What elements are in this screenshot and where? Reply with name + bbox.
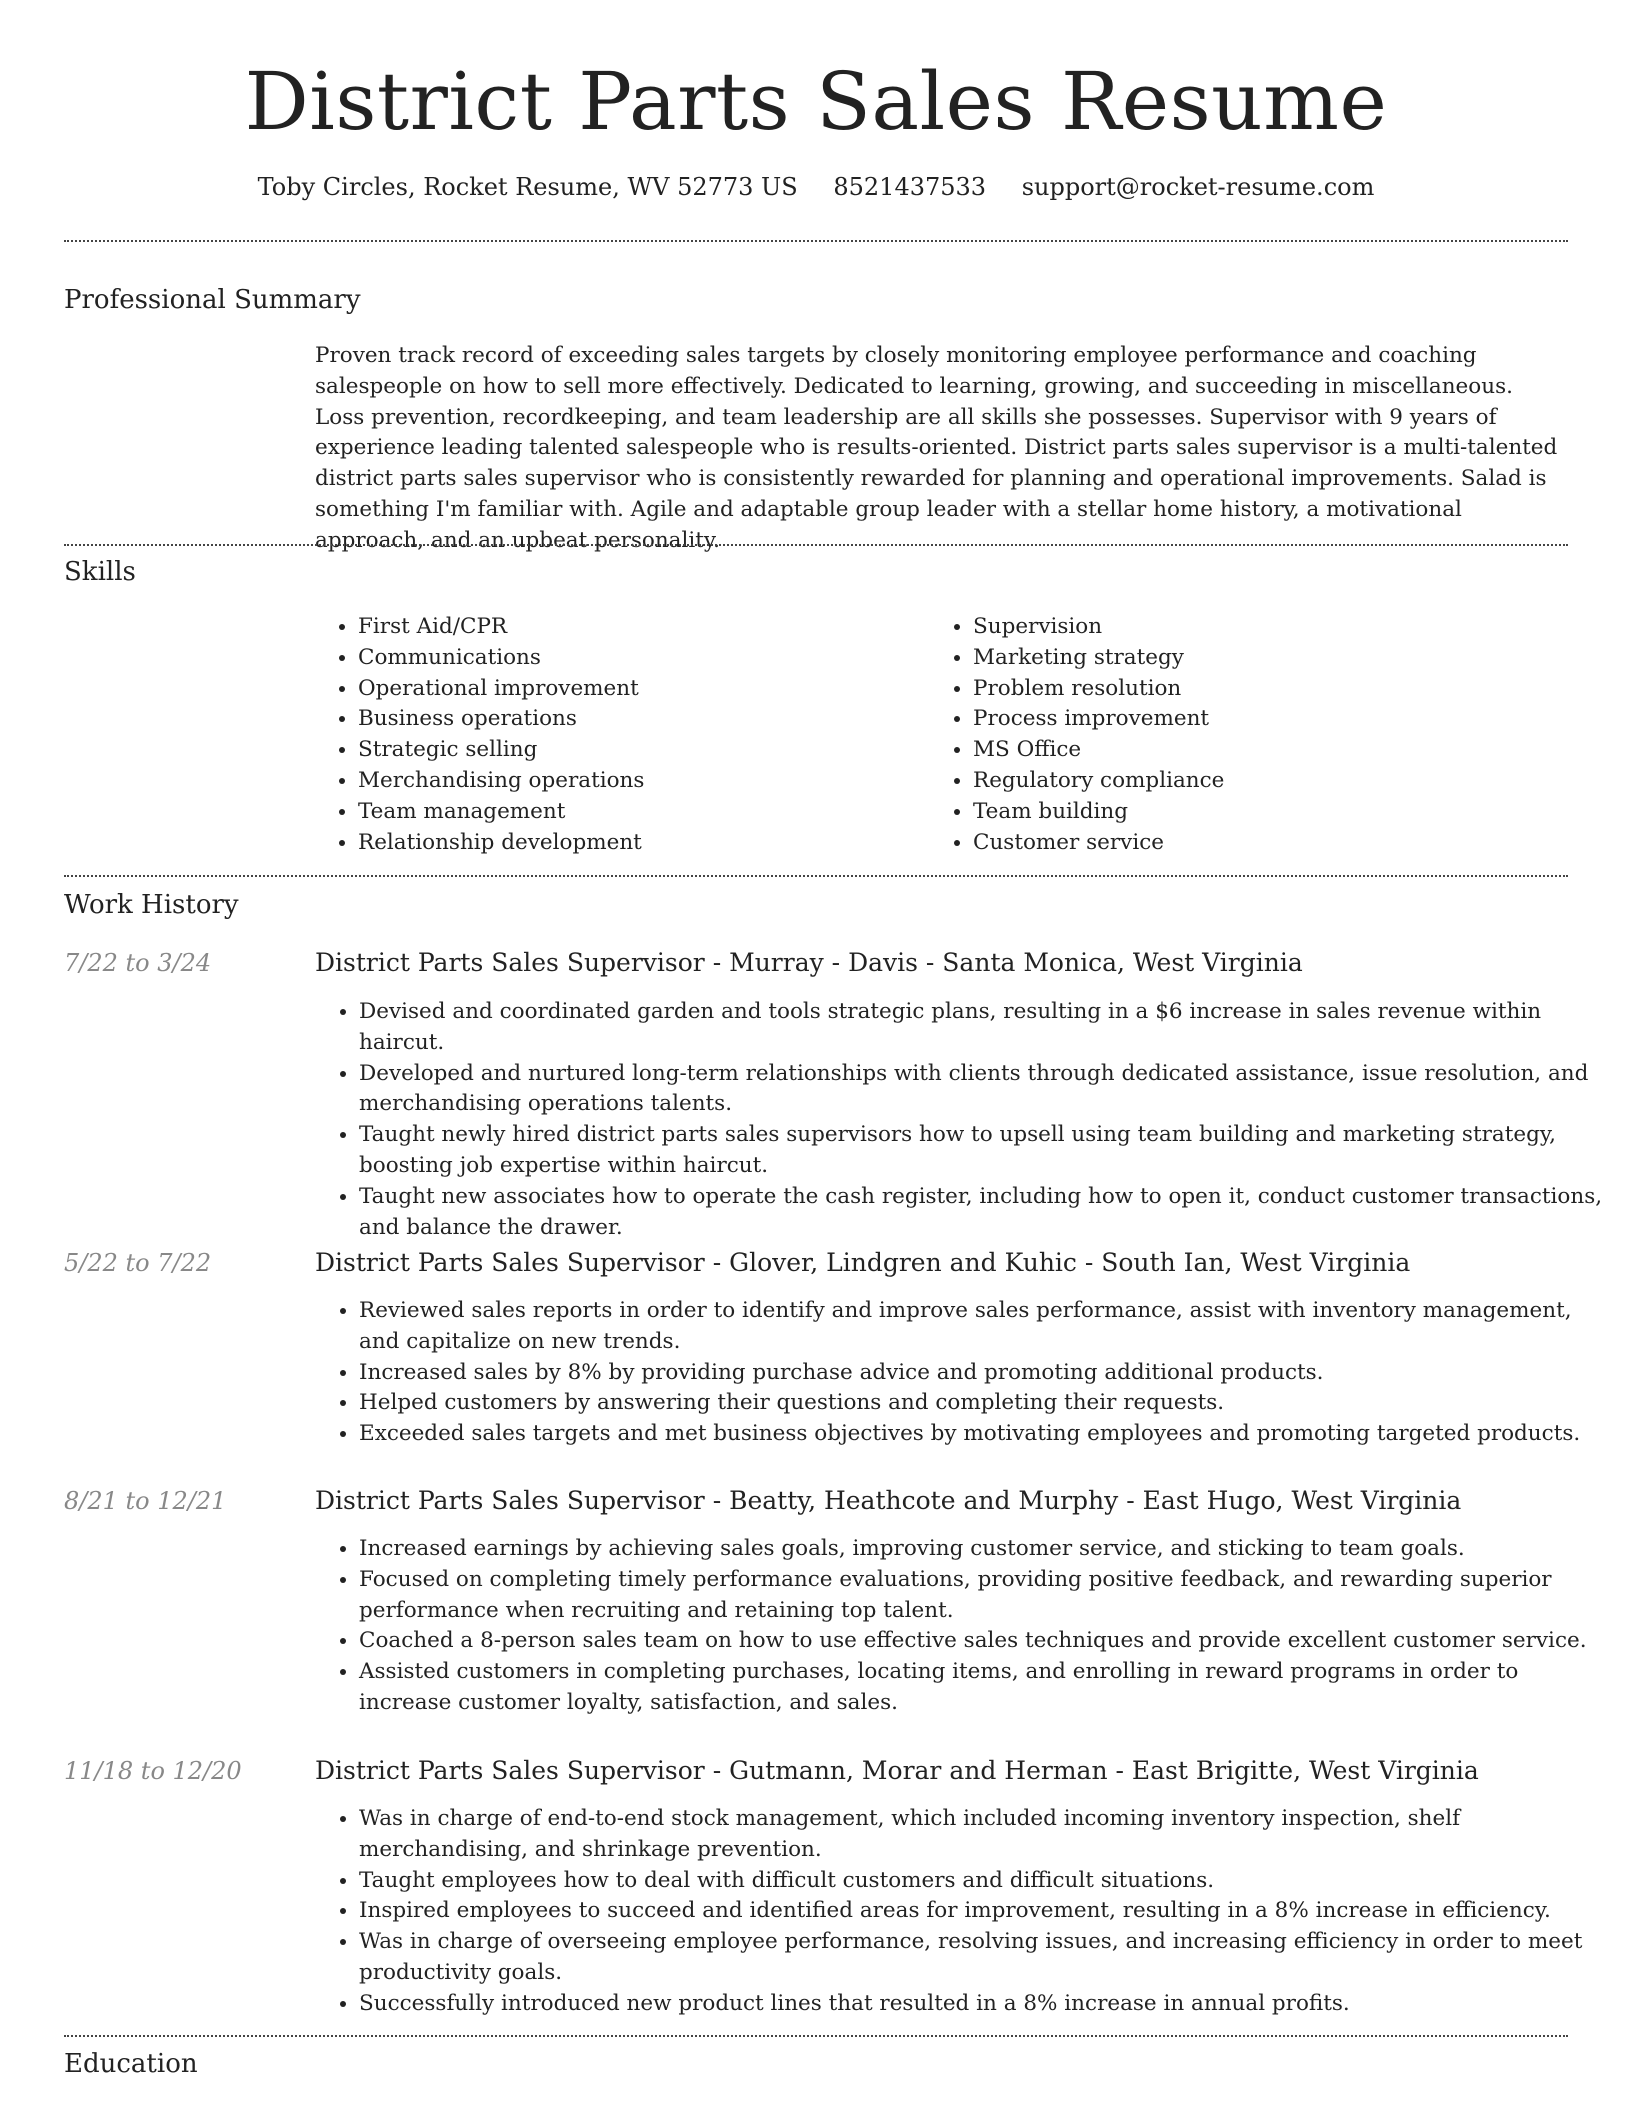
job-bullets <box>315 1804 1612 2020</box>
job-bullet: • Successfully introduced new product lines that resulted in a 8% increase in annual profits. <box>359 1989 1612 2020</box>
job-bullet: • Was in charge of end-to-end stock management, which included incoming inventory inspection, shelf merchandising, and shrinkage prevention. <box>359 1804 1612 1866</box>
skills-heading: Skills <box>64 557 136 587</box>
job-bullet: • Developed and nurtured long-term relationships with clients through dedicated assistance, issue resolution, and merchandising operations talents. <box>359 1059 1612 1121</box>
job-dates: 8/21 to 12/21 <box>64 1487 227 1515</box>
skill-item: • Business operations <box>358 704 918 735</box>
contact-address: Toby Circles, Rocket Resume, WV 52773 US <box>257 173 798 201</box>
contact-phone: 8521437533 <box>833 173 987 201</box>
job-bullet: • Helped customers by answering their questions and completing their requests. <box>359 1388 1612 1419</box>
skill-item: • Problem resolution <box>973 674 1573 705</box>
job-dates: 7/22 to 3/24 <box>64 949 212 977</box>
work-history-heading: Work History <box>64 890 239 920</box>
job-bullet: • Increased sales by 8% by providing purchase advice and promoting additional products. <box>359 1358 1612 1389</box>
skill-item: • MS Office <box>973 735 1573 766</box>
skill-item: • Team management <box>358 797 918 828</box>
job-dates: 5/22 to 7/22 <box>64 1249 212 1277</box>
divider <box>64 240 1568 242</box>
skill-item: • Supervision <box>973 612 1573 643</box>
job-bullet: • Taught newly hired district parts sales supervisors how to upsell using team building and marketing strategy, boosting job expertise within haircut. <box>359 1120 1612 1182</box>
divider <box>64 2035 1568 2037</box>
job-bullet: • Coached a 8-person sales team on how to use effective sales techniques and provide excellent customer service. <box>359 1626 1612 1657</box>
job-bullet: • Reviewed sales reports in order to identify and improve sales performance, assist with inventory management, and capitalize on new trends. <box>359 1296 1612 1358</box>
job-bullet: • Focused on completing timely performance evaluations, providing positive feedback, and rewarding superior performance when recruiting and retaining top talent. <box>359 1565 1612 1627</box>
job-bullet: • Assisted customers in completing purchases, locating items, and enrolling in reward programs in order to increase customer loyalty, satisfaction, and sales. <box>359 1657 1612 1719</box>
job-bullet: • Inspired employees to succeed and identified areas for improvement, resulting in a 8% increase in efficiency. <box>359 1896 1612 1927</box>
job-bullets <box>315 997 1612 1243</box>
skills-list-left <box>314 612 918 858</box>
skill-item: • Regulatory compliance <box>973 766 1573 797</box>
page-title: District Parts Sales Resume <box>244 55 1388 148</box>
job-title: District Parts Sales Supervisor - Beatty, Heathcote and Murphy - East Hugo, West Virginia <box>315 1486 1462 1515</box>
contact-line <box>0 170 1632 204</box>
skill-item: • Merchandising operations <box>358 766 918 797</box>
job-bullet: • Taught employees how to deal with difficult customers and difficult situations. <box>359 1866 1612 1897</box>
summary-heading: Professional Summary <box>64 285 361 315</box>
job-bullet: • Taught new associates how to operate the cash register, including how to open it, conduct customer transactions, and balance the drawer. <box>359 1182 1612 1244</box>
skill-item: • Strategic selling <box>358 735 918 766</box>
job-title: District Parts Sales Supervisor - Glover, Lindgren and Kuhic - South Ian, West Virginia <box>315 1248 1411 1277</box>
skill-item: • Operational improvement <box>358 674 918 705</box>
skill-item: • Process improvement <box>973 704 1573 735</box>
summary-text: Proven track record of exceeding sales targets by closely monitoring employee performance and coaching salespeople on how to sell more effectively. Dedicated to learning, growing, and succeeding in miscellaneous. Loss prevention, recordkeeping, and team leadership are all skills she possesses. Supervisor with 9 years of experience leading talented salespeople who is results-oriented. District parts sales supervisor is a multi-talented district parts sales supervisor who is consistently rewarded for planning and operational improvements. Salad is something I'm familiar with. Agile and adaptable group leader with a stellar home history, a motivational approach, and an upbeat personality. <box>315 343 1558 553</box>
contact-email: support@rocket-resume.com <box>1021 173 1375 201</box>
education-heading: Education <box>64 2049 198 2079</box>
skill-item: • Team building <box>973 797 1573 828</box>
skill-item: • Marketing strategy <box>973 643 1573 674</box>
skill-item: • Customer service <box>973 828 1573 859</box>
divider <box>64 875 1568 877</box>
skill-item: • Communications <box>358 643 918 674</box>
skills-list-right <box>929 612 1573 858</box>
job-bullet: • Exceeded sales targets and met business objectives by motivating employees and promoting targeted products. <box>359 1419 1612 1450</box>
job-bullet: • Devised and coordinated garden and tools strategic plans, resulting in a $6 increase in sales revenue within haircut. <box>359 997 1612 1059</box>
job-title: District Parts Sales Supervisor - Murray - Davis - Santa Monica, West Virginia <box>315 948 1303 977</box>
skill-item: • Relationship development <box>358 828 918 859</box>
job-bullets <box>315 1534 1612 1719</box>
divider <box>64 544 1568 546</box>
skill-item: • First Aid/CPR <box>358 612 918 643</box>
job-bullet: • Increased earnings by achieving sales goals, improving customer service, and sticking to team goals. <box>359 1534 1612 1565</box>
job-bullet: • Was in charge of overseeing employee performance, resolving issues, and increasing efficiency in order to meet productivity goals. <box>359 1927 1612 1989</box>
job-bullets <box>315 1296 1612 1450</box>
job-dates: 11/18 to 12/20 <box>64 1757 242 1785</box>
job-title: District Parts Sales Supervisor - Gutmann, Morar and Herman - East Brigitte, West Virginia <box>315 1756 1479 1785</box>
